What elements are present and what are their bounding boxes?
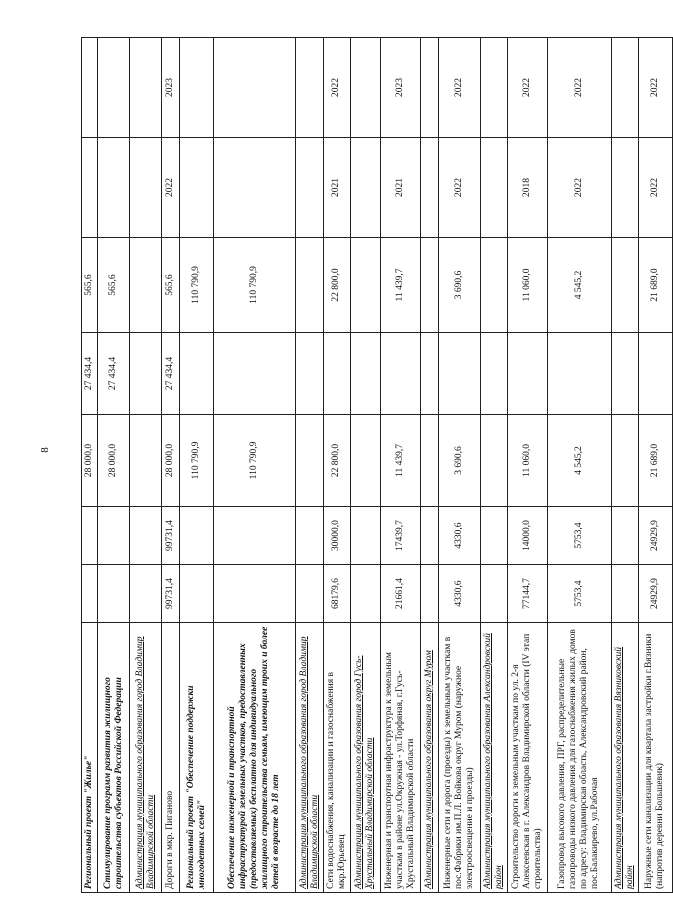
row-value-cell-c2 bbox=[296, 507, 324, 565]
row-value-cell-c4 bbox=[547, 333, 611, 415]
row-value-cell-c7 bbox=[611, 38, 638, 138]
row-value-cell-c2: 17439,7 bbox=[380, 507, 420, 565]
row-value-cell-c7 bbox=[296, 38, 324, 138]
row-name-cell: Администрация муниципального образования город Владимир Владимирской области bbox=[296, 623, 324, 893]
row-value-cell-c4 bbox=[420, 333, 438, 415]
row-value-cell-c1 bbox=[296, 565, 324, 623]
row-value-cell-c6 bbox=[420, 138, 438, 238]
row-value-cell-c6: 2021 bbox=[380, 138, 420, 238]
row-value-cell-c5: 22 800,0 bbox=[324, 238, 351, 333]
row-value-cell-c4 bbox=[180, 333, 214, 415]
row-value-cell-c1 bbox=[130, 565, 162, 623]
row-value-cell-c3: 110 790,9 bbox=[180, 415, 214, 507]
table-row bbox=[82, 38, 98, 893]
table-row bbox=[547, 38, 611, 893]
row-value-cell-c7: 2023 bbox=[380, 38, 420, 138]
row-value-cell-c2 bbox=[480, 507, 507, 565]
row-value-cell-c4 bbox=[324, 333, 351, 415]
row-value-cell-c5: 565,6 bbox=[162, 238, 180, 333]
row-value-cell-c4 bbox=[380, 333, 420, 415]
row-value-cell-c2 bbox=[98, 507, 130, 565]
row-value-cell-c7: 2022 bbox=[507, 38, 547, 138]
row-value-cell-c6 bbox=[180, 138, 214, 238]
row-value-cell-c7 bbox=[214, 38, 296, 138]
row-value-cell-c3: 3 690,6 bbox=[438, 415, 480, 507]
row-value-cell-c1 bbox=[480, 565, 507, 623]
row-value-cell-c6 bbox=[611, 138, 638, 238]
row-value-cell-c1: 68179,6 bbox=[324, 565, 351, 623]
row-name-cell: Строительство дороги к земельным участкам по ул. 2-я Алексеевская в г. Александров Владимирской области (IV этап строительства) bbox=[507, 623, 547, 893]
row-value-cell-c1 bbox=[98, 565, 130, 623]
row-value-cell-c3 bbox=[296, 415, 324, 507]
table-row bbox=[296, 38, 324, 893]
row-value-cell-c1: 99731,4 bbox=[162, 565, 180, 623]
row-value-cell-c5 bbox=[350, 238, 380, 333]
table-row bbox=[162, 38, 180, 893]
row-value-cell-c5 bbox=[130, 238, 162, 333]
row-value-cell-c2: 99731,4 bbox=[162, 507, 180, 565]
row-value-cell-c1: 21661,4 bbox=[380, 565, 420, 623]
row-name-cell: Региональный проект "Жилье" bbox=[82, 623, 98, 893]
row-value-cell-c7: 2022 bbox=[547, 38, 611, 138]
row-value-cell-c5 bbox=[420, 238, 438, 333]
row-value-cell-c7 bbox=[98, 38, 130, 138]
table-body bbox=[82, 38, 673, 893]
row-value-cell-c2: 30000,0 bbox=[324, 507, 351, 565]
row-value-cell-c5: 21 689,0 bbox=[638, 238, 672, 333]
row-value-cell-c5: 110 790,9 bbox=[214, 238, 296, 333]
row-value-cell-c1 bbox=[350, 565, 380, 623]
row-value-cell-c4 bbox=[214, 333, 296, 415]
row-value-cell-c4 bbox=[438, 333, 480, 415]
row-value-cell-c4: 27 434,4 bbox=[162, 333, 180, 415]
row-name-cell: Региональный проект "Обеспечение поддержки многодетных семей" bbox=[180, 623, 214, 893]
row-value-cell-c5: 565,6 bbox=[82, 238, 98, 333]
row-value-cell-c3: 22 800,0 bbox=[324, 415, 351, 507]
row-value-cell-c1: 77144,7 bbox=[507, 565, 547, 623]
table-row bbox=[420, 38, 438, 893]
row-value-cell-c3 bbox=[480, 415, 507, 507]
row-value-cell-c6: 2022 bbox=[638, 138, 672, 238]
row-value-cell-c7 bbox=[180, 38, 214, 138]
row-value-cell-c6: 2021 bbox=[324, 138, 351, 238]
row-value-cell-c3 bbox=[611, 415, 638, 507]
row-value-cell-c5 bbox=[296, 238, 324, 333]
row-value-cell-c5: 4 545,2 bbox=[547, 238, 611, 333]
row-value-cell-c3: 28 000,0 bbox=[162, 415, 180, 507]
row-value-cell-c4: 27 434,4 bbox=[82, 333, 98, 415]
table-row bbox=[130, 38, 162, 893]
row-value-cell-c3 bbox=[130, 415, 162, 507]
row-value-cell-c3 bbox=[420, 415, 438, 507]
row-value-cell-c7: 2022 bbox=[438, 38, 480, 138]
table-row bbox=[507, 38, 547, 893]
row-value-cell-c4 bbox=[130, 333, 162, 415]
row-name-cell: Дороги в мкр. Пиганово bbox=[162, 623, 180, 893]
row-name-cell: Администрация муниципального образования город Гусь-Хрустальный Владимирской области bbox=[350, 623, 380, 893]
row-name-cell: Сети водоснабжения, канализации и газоснабжения в мкр.Юрьевец bbox=[324, 623, 351, 893]
rotated-table-wrapper bbox=[81, 38, 666, 893]
table-row bbox=[380, 38, 420, 893]
row-value-cell-c7 bbox=[480, 38, 507, 138]
row-name-cell: Газопровод высокого давления, ПРГ, распределительные газопроводы низкого давления для газоснабжения жилых домов по адресу: Владимирская область, Александровский район, пос.Балакирево, ул.Рабочая bbox=[547, 623, 611, 893]
row-name-cell: Наружные сети канализации для квартала застройки г.Вязники (напротив деревни Большевик) bbox=[638, 623, 672, 893]
row-value-cell-c4 bbox=[507, 333, 547, 415]
row-value-cell-c6 bbox=[130, 138, 162, 238]
investment-table bbox=[81, 37, 673, 893]
row-value-cell-c4 bbox=[350, 333, 380, 415]
row-value-cell-c6 bbox=[82, 138, 98, 238]
row-name-cell: Администрация муниципального образования Александровский район bbox=[480, 623, 507, 893]
row-value-cell-c1: 5753,4 bbox=[547, 565, 611, 623]
row-value-cell-c7 bbox=[350, 38, 380, 138]
row-value-cell-c4 bbox=[611, 333, 638, 415]
row-value-cell-c6 bbox=[350, 138, 380, 238]
row-value-cell-c2: 5753,4 bbox=[547, 507, 611, 565]
table-row bbox=[438, 38, 480, 893]
row-value-cell-c2 bbox=[82, 507, 98, 565]
row-value-cell-c5: 3 690,6 bbox=[438, 238, 480, 333]
row-value-cell-c5 bbox=[480, 238, 507, 333]
row-value-cell-c6: 2022 bbox=[162, 138, 180, 238]
table-row bbox=[180, 38, 214, 893]
row-value-cell-c7 bbox=[420, 38, 438, 138]
row-value-cell-c3: 110 790,9 bbox=[214, 415, 296, 507]
row-value-cell-c2 bbox=[420, 507, 438, 565]
row-value-cell-c6 bbox=[296, 138, 324, 238]
table-row bbox=[324, 38, 351, 893]
row-value-cell-c1 bbox=[420, 565, 438, 623]
table-row bbox=[98, 38, 130, 893]
row-value-cell-c4 bbox=[638, 333, 672, 415]
row-value-cell-c5: 110 790,9 bbox=[180, 238, 214, 333]
row-value-cell-c5: 11 439,7 bbox=[380, 238, 420, 333]
table-row bbox=[214, 38, 296, 893]
row-value-cell-c7: 2022 bbox=[638, 38, 672, 138]
row-value-cell-c1: 24929,9 bbox=[638, 565, 672, 623]
row-value-cell-c1: 4330,6 bbox=[438, 565, 480, 623]
row-value-cell-c7 bbox=[130, 38, 162, 138]
row-value-cell-c2 bbox=[214, 507, 296, 565]
row-value-cell-c3 bbox=[350, 415, 380, 507]
table-row bbox=[350, 38, 380, 893]
row-value-cell-c6 bbox=[214, 138, 296, 238]
row-value-cell-c4 bbox=[296, 333, 324, 415]
row-value-cell-c7: 2022 bbox=[324, 38, 351, 138]
row-value-cell-c3: 11 439,7 bbox=[380, 415, 420, 507]
row-name-cell: Администрация муниципального образования Вязниковский район bbox=[611, 623, 638, 893]
row-value-cell-c3: 21 689,0 bbox=[638, 415, 672, 507]
row-value-cell-c2: 24929,9 bbox=[638, 507, 672, 565]
row-value-cell-c1 bbox=[214, 565, 296, 623]
row-value-cell-c3: 11 060,0 bbox=[507, 415, 547, 507]
row-value-cell-c7: 2023 bbox=[162, 38, 180, 138]
row-value-cell-c2: 14000,0 bbox=[507, 507, 547, 565]
row-value-cell-c5 bbox=[611, 238, 638, 333]
row-value-cell-c2 bbox=[180, 507, 214, 565]
row-value-cell-c7 bbox=[82, 38, 98, 138]
row-value-cell-c1 bbox=[82, 565, 98, 623]
row-name-cell: Администрация муниципального образования город Владимир Владимирской области bbox=[130, 623, 162, 893]
row-value-cell-c6: 2022 bbox=[547, 138, 611, 238]
row-value-cell-c4 bbox=[480, 333, 507, 415]
row-value-cell-c2: 4330,6 bbox=[438, 507, 480, 565]
table-row bbox=[480, 38, 507, 893]
row-name-cell: Стимулирование программ развития жилищного строительства субъектов Российской Федерации bbox=[98, 623, 130, 893]
row-value-cell-c4: 27 434,4 bbox=[98, 333, 130, 415]
row-name-cell: Инженерная и транспортная инфраструктура к земельным участкам в районе ул.Окружная - ул.Торфяная, г.Гусь-Хрустальный Владимирской области bbox=[380, 623, 420, 893]
row-name-cell: Обеспечение инженерной и транспортной инфраструктурой земельных участков, предоставленных (предоставляемых) бесплатно для индивидуального жилищного строительства семьям, имеющим троих и более детей в возрасте до 18 лет bbox=[214, 623, 296, 893]
row-value-cell-c5: 11 060,0 bbox=[507, 238, 547, 333]
row-value-cell-c6: 2022 bbox=[438, 138, 480, 238]
row-value-cell-c1 bbox=[180, 565, 214, 623]
row-value-cell-c6 bbox=[480, 138, 507, 238]
row-name-cell: Администрация муниципального образования округ Муром bbox=[420, 623, 438, 893]
row-name-cell: Инженерные сети и дорога (проезды) к земельным участкам в пос.Фабрики им.П.Л. Войкова округ Муром (наружное электроосвещение и проезды) bbox=[438, 623, 480, 893]
row-value-cell-c2 bbox=[130, 507, 162, 565]
table-row bbox=[638, 38, 672, 893]
table-row bbox=[611, 38, 638, 893]
page-number: 8 bbox=[39, 447, 51, 453]
row-value-cell-c5: 565,6 bbox=[98, 238, 130, 333]
row-value-cell-c6 bbox=[98, 138, 130, 238]
row-value-cell-c6: 2018 bbox=[507, 138, 547, 238]
row-value-cell-c2 bbox=[611, 507, 638, 565]
row-value-cell-c2 bbox=[350, 507, 380, 565]
row-value-cell-c3: 4 545,2 bbox=[547, 415, 611, 507]
row-value-cell-c3: 28 000,0 bbox=[82, 415, 98, 507]
row-value-cell-c3: 28 000,0 bbox=[98, 415, 130, 507]
row-value-cell-c1 bbox=[611, 565, 638, 623]
